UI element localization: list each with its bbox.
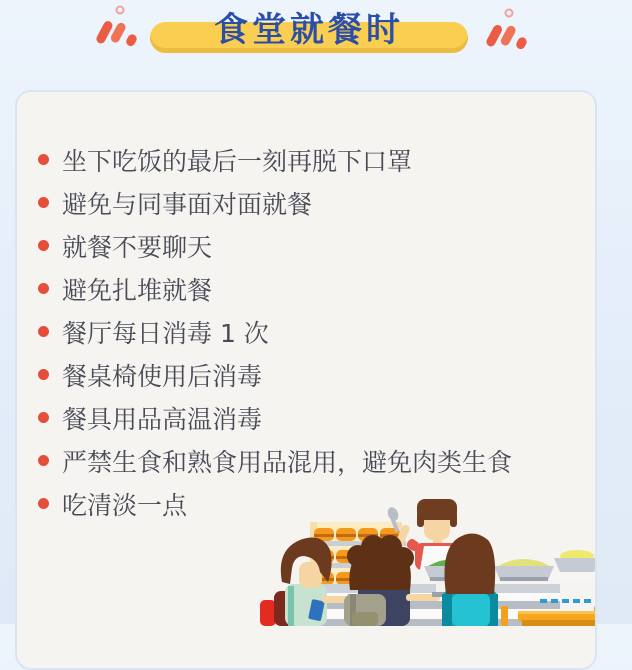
sparkle-decoration-right-icon — [483, 6, 533, 52]
list-item-text: 严禁生食和熟食用品混用，避免肉类生食 — [62, 447, 513, 477]
bullet-dot-icon — [38, 412, 49, 423]
bullet-dot-icon — [38, 154, 49, 165]
list-item-text: 避免扎堆就餐 — [62, 275, 213, 305]
page-title: 食堂就餐时 — [214, 10, 404, 50]
list-item — [38, 310, 585, 353]
list-item-text: 餐桌椅使用后消毒 — [62, 361, 263, 391]
content-card — [15, 90, 597, 670]
list-item — [38, 181, 585, 224]
list-item — [38, 138, 585, 181]
bullet-dot-icon — [38, 283, 49, 294]
diner-right-figure — [442, 533, 498, 626]
list-item-text: 餐厅每日消毒 1 次 — [62, 318, 269, 348]
bullet-dot-icon — [38, 498, 49, 509]
list-item — [38, 396, 585, 439]
list-item — [38, 267, 585, 310]
sparkle-decoration-left-icon — [92, 4, 142, 50]
list-item-text: 就餐不要聊天 — [62, 232, 213, 262]
bullet-dot-icon — [38, 197, 49, 208]
list-item — [38, 439, 585, 482]
bullet-dot-icon — [38, 455, 49, 466]
cafeteria-scene-illustration — [252, 494, 597, 626]
bullet-dot-icon — [38, 369, 49, 380]
bullet-dot-icon — [38, 240, 49, 251]
list-item — [38, 224, 585, 267]
list-item-text: 餐具用品高温消毒 — [62, 404, 263, 434]
list-item-text: 避免与同事面对面就餐 — [62, 189, 313, 219]
guideline-list — [17, 92, 595, 525]
list-item-text: 坐下吃饭的最后一刻再脱下口罩 — [62, 146, 413, 176]
list-item-text: 吃清淡一点 — [62, 490, 188, 520]
bullet-dot-icon — [38, 326, 49, 337]
list-item — [38, 353, 585, 396]
